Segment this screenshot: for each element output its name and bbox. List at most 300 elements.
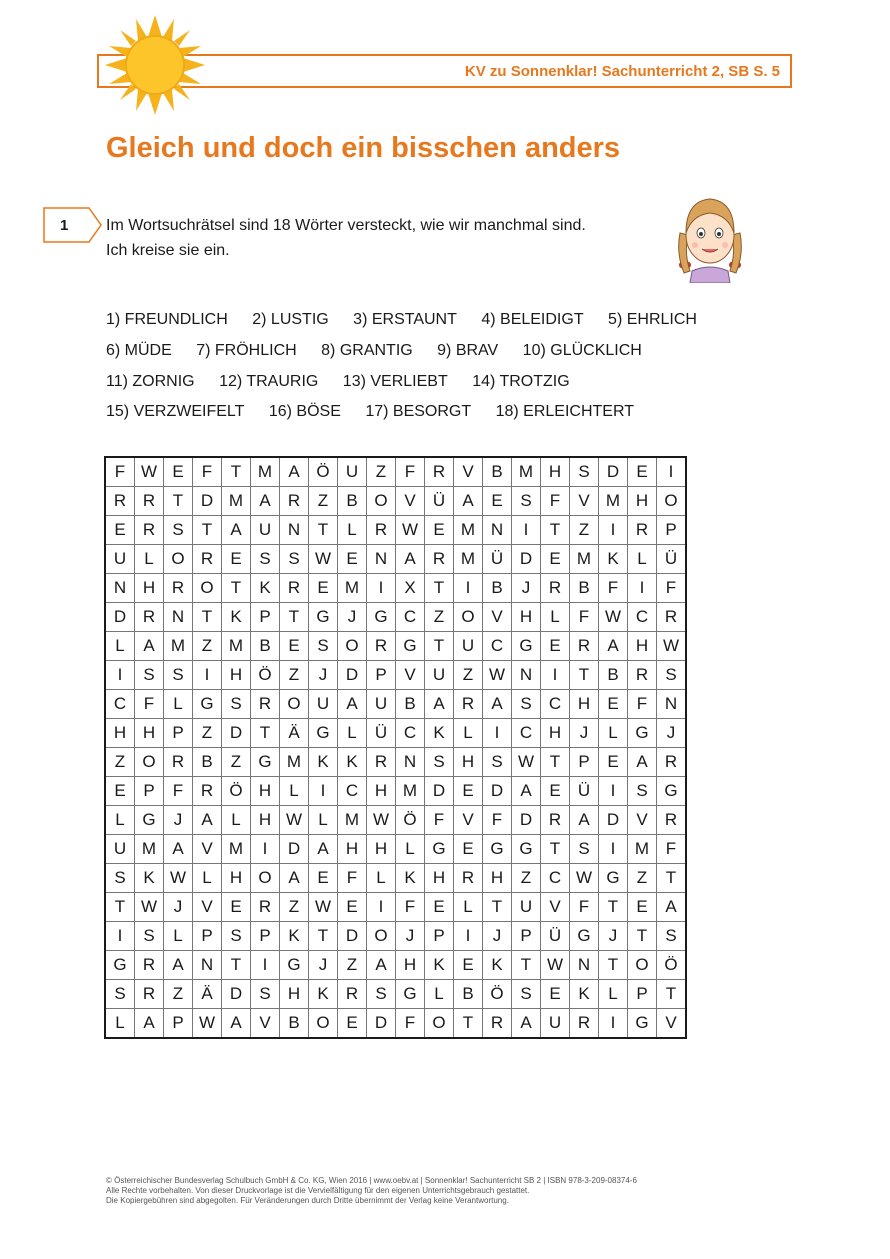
grid-cell[interactable]: E	[541, 632, 570, 661]
grid-cell[interactable]: G	[309, 603, 338, 632]
grid-cell[interactable]: S	[483, 748, 512, 777]
grid-cell[interactable]: K	[396, 864, 425, 893]
grid-cell[interactable]: R	[135, 980, 164, 1009]
grid-cell[interactable]: E	[164, 457, 193, 487]
grid-cell[interactable]: W	[193, 1009, 222, 1039]
grid-cell[interactable]: V	[454, 457, 483, 487]
grid-cell[interactable]: P	[164, 719, 193, 748]
grid-cell[interactable]: E	[628, 457, 657, 487]
grid-cell[interactable]: W	[541, 951, 570, 980]
grid-cell[interactable]: V	[193, 893, 222, 922]
grid-cell[interactable]: Ö	[309, 457, 338, 487]
grid-cell[interactable]: Ü	[657, 545, 687, 574]
grid-cell[interactable]: W	[483, 661, 512, 690]
grid-cell[interactable]: O	[367, 487, 396, 516]
grid-cell[interactable]: E	[309, 864, 338, 893]
grid-cell[interactable]: U	[338, 457, 367, 487]
grid-cell[interactable]: L	[164, 922, 193, 951]
grid-cell[interactable]: R	[541, 574, 570, 603]
grid-cell[interactable]: K	[135, 864, 164, 893]
grid-cell[interactable]: H	[425, 864, 454, 893]
grid-cell[interactable]: A	[135, 632, 164, 661]
grid-cell[interactable]: R	[454, 690, 483, 719]
grid-cell[interactable]: Z	[193, 719, 222, 748]
grid-cell[interactable]: Ü	[483, 545, 512, 574]
grid-cell[interactable]: L	[105, 632, 135, 661]
grid-cell[interactable]: X	[396, 574, 425, 603]
grid-cell[interactable]: Z	[105, 748, 135, 777]
grid-cell[interactable]: Ä	[280, 719, 309, 748]
grid-cell[interactable]: D	[222, 980, 251, 1009]
grid-cell[interactable]: R	[105, 487, 135, 516]
grid-cell[interactable]: K	[599, 545, 628, 574]
grid-cell[interactable]: F	[105, 457, 135, 487]
grid-cell[interactable]: E	[309, 574, 338, 603]
grid-cell[interactable]: Z	[570, 516, 599, 545]
grid-cell[interactable]: A	[367, 951, 396, 980]
grid-cell[interactable]: I	[105, 922, 135, 951]
grid-cell[interactable]: E	[222, 545, 251, 574]
grid-cell[interactable]: F	[164, 777, 193, 806]
grid-cell[interactable]: L	[599, 980, 628, 1009]
grid-cell[interactable]: V	[657, 1009, 687, 1039]
grid-cell[interactable]: M	[251, 457, 280, 487]
grid-cell[interactable]: U	[541, 1009, 570, 1039]
grid-cell[interactable]: L	[367, 864, 396, 893]
grid-cell[interactable]: E	[599, 748, 628, 777]
grid-cell[interactable]: A	[483, 690, 512, 719]
grid-cell[interactable]: T	[454, 1009, 483, 1039]
grid-cell[interactable]: M	[280, 748, 309, 777]
grid-cell[interactable]: A	[454, 487, 483, 516]
grid-cell[interactable]: S	[570, 457, 599, 487]
grid-cell[interactable]: I	[367, 574, 396, 603]
grid-cell[interactable]: S	[657, 661, 687, 690]
grid-cell[interactable]: H	[512, 603, 541, 632]
grid-cell[interactable]: Z	[454, 661, 483, 690]
grid-cell[interactable]: G	[599, 864, 628, 893]
grid-cell[interactable]: Z	[280, 893, 309, 922]
grid-cell[interactable]: K	[338, 748, 367, 777]
grid-cell[interactable]: Ö	[483, 980, 512, 1009]
grid-cell[interactable]: R	[570, 1009, 599, 1039]
grid-cell[interactable]: J	[164, 893, 193, 922]
grid-cell[interactable]: T	[425, 632, 454, 661]
grid-cell[interactable]: N	[396, 748, 425, 777]
grid-cell[interactable]: V	[628, 806, 657, 835]
grid-cell[interactable]: Z	[367, 457, 396, 487]
grid-cell[interactable]: A	[512, 777, 541, 806]
grid-cell[interactable]: R	[570, 632, 599, 661]
grid-cell[interactable]: L	[193, 864, 222, 893]
grid-cell[interactable]: H	[628, 487, 657, 516]
grid-cell[interactable]: N	[483, 516, 512, 545]
grid-cell[interactable]: T	[512, 951, 541, 980]
grid-cell[interactable]: Ö	[657, 951, 687, 980]
grid-cell[interactable]: B	[338, 487, 367, 516]
grid-cell[interactable]: D	[338, 661, 367, 690]
grid-cell[interactable]: L	[135, 545, 164, 574]
grid-cell[interactable]: R	[193, 777, 222, 806]
grid-cell[interactable]: S	[367, 980, 396, 1009]
grid-cell[interactable]: P	[570, 748, 599, 777]
grid-cell[interactable]: T	[425, 574, 454, 603]
grid-cell[interactable]: T	[541, 516, 570, 545]
grid-cell[interactable]: F	[338, 864, 367, 893]
grid-cell[interactable]: Z	[628, 864, 657, 893]
grid-cell[interactable]: E	[425, 893, 454, 922]
grid-cell[interactable]: T	[251, 719, 280, 748]
grid-cell[interactable]: K	[251, 574, 280, 603]
grid-cell[interactable]: R	[135, 603, 164, 632]
grid-cell[interactable]: A	[512, 1009, 541, 1039]
grid-cell[interactable]: D	[512, 545, 541, 574]
grid-cell[interactable]: O	[164, 545, 193, 574]
grid-cell[interactable]: G	[425, 835, 454, 864]
grid-cell[interactable]: L	[105, 806, 135, 835]
grid-cell[interactable]: B	[193, 748, 222, 777]
grid-cell[interactable]: R	[367, 632, 396, 661]
grid-cell[interactable]: B	[483, 457, 512, 487]
grid-cell[interactable]: L	[599, 719, 628, 748]
grid-cell[interactable]: E	[541, 980, 570, 1009]
grid-cell[interactable]: W	[367, 806, 396, 835]
grid-cell[interactable]: Z	[338, 951, 367, 980]
grid-cell[interactable]: J	[570, 719, 599, 748]
grid-cell[interactable]: I	[628, 574, 657, 603]
grid-cell[interactable]: V	[454, 806, 483, 835]
grid-cell[interactable]: G	[367, 603, 396, 632]
grid-cell[interactable]: O	[425, 1009, 454, 1039]
grid-cell[interactable]: C	[338, 777, 367, 806]
grid-cell[interactable]: R	[135, 487, 164, 516]
grid-cell[interactable]: I	[309, 777, 338, 806]
grid-cell[interactable]: O	[135, 748, 164, 777]
grid-cell[interactable]: G	[193, 690, 222, 719]
grid-cell[interactable]: P	[251, 603, 280, 632]
grid-cell[interactable]: E	[454, 951, 483, 980]
grid-cell[interactable]: R	[193, 545, 222, 574]
grid-cell[interactable]: H	[367, 777, 396, 806]
grid-cell[interactable]: F	[570, 603, 599, 632]
grid-cell[interactable]: R	[657, 603, 687, 632]
grid-cell[interactable]: C	[396, 719, 425, 748]
grid-cell[interactable]: I	[599, 516, 628, 545]
grid-cell[interactable]: J	[164, 806, 193, 835]
grid-cell[interactable]: O	[628, 951, 657, 980]
grid-cell[interactable]: F	[396, 1009, 425, 1039]
grid-cell[interactable]: L	[164, 690, 193, 719]
grid-cell[interactable]: L	[338, 719, 367, 748]
grid-cell[interactable]: S	[135, 661, 164, 690]
grid-cell[interactable]: G	[512, 632, 541, 661]
grid-cell[interactable]: W	[309, 545, 338, 574]
grid-cell[interactable]: K	[483, 951, 512, 980]
grid-cell[interactable]: H	[251, 777, 280, 806]
grid-cell[interactable]: I	[599, 835, 628, 864]
grid-cell[interactable]: M	[599, 487, 628, 516]
grid-cell[interactable]: D	[512, 806, 541, 835]
grid-cell[interactable]: H	[105, 719, 135, 748]
grid-cell[interactable]: A	[164, 835, 193, 864]
grid-cell[interactable]: P	[512, 922, 541, 951]
grid-cell[interactable]: L	[628, 545, 657, 574]
grid-cell[interactable]: L	[105, 1009, 135, 1039]
grid-cell[interactable]: S	[105, 980, 135, 1009]
grid-cell[interactable]: R	[280, 487, 309, 516]
grid-cell[interactable]: P	[251, 922, 280, 951]
grid-cell[interactable]: R	[628, 516, 657, 545]
grid-cell[interactable]: W	[570, 864, 599, 893]
grid-cell[interactable]: N	[570, 951, 599, 980]
grid-cell[interactable]: K	[280, 922, 309, 951]
grid-cell[interactable]: R	[135, 516, 164, 545]
grid-cell[interactable]: C	[541, 690, 570, 719]
grid-cell[interactable]: E	[338, 1009, 367, 1039]
grid-cell[interactable]: F	[570, 893, 599, 922]
grid-cell[interactable]: S	[309, 632, 338, 661]
grid-cell[interactable]: W	[135, 893, 164, 922]
grid-cell[interactable]: E	[454, 835, 483, 864]
grid-cell[interactable]: G	[628, 719, 657, 748]
grid-cell[interactable]: B	[454, 980, 483, 1009]
grid-cell[interactable]: E	[599, 690, 628, 719]
grid-cell[interactable]: F	[193, 457, 222, 487]
grid-cell[interactable]: J	[309, 951, 338, 980]
grid-cell[interactable]: D	[367, 1009, 396, 1039]
grid-cell[interactable]: U	[309, 690, 338, 719]
grid-cell[interactable]: L	[338, 516, 367, 545]
grid-cell[interactable]: N	[657, 690, 687, 719]
grid-cell[interactable]: N	[367, 545, 396, 574]
grid-cell[interactable]: N	[193, 951, 222, 980]
grid-cell[interactable]: I	[193, 661, 222, 690]
grid-cell[interactable]: W	[657, 632, 687, 661]
grid-cell[interactable]: L	[454, 893, 483, 922]
grid-cell[interactable]: S	[628, 777, 657, 806]
grid-cell[interactable]: T	[483, 893, 512, 922]
grid-cell[interactable]: H	[135, 719, 164, 748]
grid-cell[interactable]: R	[483, 1009, 512, 1039]
grid-cell[interactable]: I	[483, 719, 512, 748]
grid-cell[interactable]: Z	[164, 980, 193, 1009]
grid-cell[interactable]: H	[454, 748, 483, 777]
grid-cell[interactable]: T	[309, 516, 338, 545]
grid-cell[interactable]: O	[454, 603, 483, 632]
grid-cell[interactable]: U	[105, 545, 135, 574]
grid-cell[interactable]: E	[425, 516, 454, 545]
grid-cell[interactable]: F	[599, 574, 628, 603]
grid-cell[interactable]: F	[135, 690, 164, 719]
grid-cell[interactable]: Z	[425, 603, 454, 632]
grid-cell[interactable]: I	[251, 835, 280, 864]
grid-cell[interactable]: A	[280, 864, 309, 893]
grid-cell[interactable]: S	[222, 922, 251, 951]
grid-cell[interactable]: E	[105, 516, 135, 545]
grid-cell[interactable]: M	[135, 835, 164, 864]
grid-cell[interactable]: G	[105, 951, 135, 980]
grid-cell[interactable]: H	[541, 457, 570, 487]
grid-cell[interactable]: W	[599, 603, 628, 632]
grid-cell[interactable]: Ä	[193, 980, 222, 1009]
grid-cell[interactable]: P	[425, 922, 454, 951]
grid-cell[interactable]: D	[105, 603, 135, 632]
grid-cell[interactable]: R	[251, 893, 280, 922]
grid-cell[interactable]: G	[251, 748, 280, 777]
grid-cell[interactable]: T	[657, 980, 687, 1009]
grid-cell[interactable]: E	[222, 893, 251, 922]
grid-cell[interactable]: F	[396, 457, 425, 487]
grid-cell[interactable]: V	[396, 487, 425, 516]
grid-cell[interactable]: R	[280, 574, 309, 603]
grid-cell[interactable]: B	[396, 690, 425, 719]
grid-cell[interactable]: L	[309, 806, 338, 835]
grid-cell[interactable]: N	[105, 574, 135, 603]
grid-cell[interactable]: I	[541, 661, 570, 690]
grid-cell[interactable]: I	[251, 951, 280, 980]
grid-cell[interactable]: S	[135, 922, 164, 951]
grid-cell[interactable]: O	[338, 632, 367, 661]
grid-cell[interactable]: P	[193, 922, 222, 951]
grid-cell[interactable]: F	[628, 690, 657, 719]
grid-cell[interactable]: S	[251, 980, 280, 1009]
grid-cell[interactable]: B	[570, 574, 599, 603]
grid-cell[interactable]: M	[454, 545, 483, 574]
grid-cell[interactable]: U	[512, 893, 541, 922]
grid-cell[interactable]: R	[164, 748, 193, 777]
grid-cell[interactable]: H	[338, 835, 367, 864]
grid-cell[interactable]: S	[251, 545, 280, 574]
grid-cell[interactable]: E	[454, 777, 483, 806]
grid-cell[interactable]: R	[367, 748, 396, 777]
grid-cell[interactable]: I	[512, 516, 541, 545]
grid-cell[interactable]: T	[164, 487, 193, 516]
grid-cell[interactable]: A	[628, 748, 657, 777]
grid-cell[interactable]: F	[541, 487, 570, 516]
grid-cell[interactable]: Z	[222, 748, 251, 777]
grid-cell[interactable]: K	[309, 980, 338, 1009]
grid-cell[interactable]: N	[164, 603, 193, 632]
grid-cell[interactable]: C	[396, 603, 425, 632]
grid-cell[interactable]: R	[454, 864, 483, 893]
grid-cell[interactable]: R	[628, 661, 657, 690]
grid-cell[interactable]: U	[105, 835, 135, 864]
grid-cell[interactable]: A	[570, 806, 599, 835]
grid-cell[interactable]: O	[367, 922, 396, 951]
grid-cell[interactable]: V	[251, 1009, 280, 1039]
grid-cell[interactable]: T	[541, 748, 570, 777]
grid-cell[interactable]: H	[570, 690, 599, 719]
grid-cell[interactable]: A	[425, 690, 454, 719]
grid-cell[interactable]: T	[599, 951, 628, 980]
grid-cell[interactable]: S	[570, 835, 599, 864]
grid-cell[interactable]: N	[512, 661, 541, 690]
grid-cell[interactable]: J	[396, 922, 425, 951]
grid-cell[interactable]: C	[541, 864, 570, 893]
grid-cell[interactable]: H	[251, 806, 280, 835]
grid-cell[interactable]: A	[280, 457, 309, 487]
grid-cell[interactable]: E	[628, 893, 657, 922]
grid-cell[interactable]: G	[483, 835, 512, 864]
grid-cell[interactable]: K	[309, 748, 338, 777]
grid-cell[interactable]: C	[512, 719, 541, 748]
grid-cell[interactable]: A	[193, 806, 222, 835]
grid-cell[interactable]: K	[222, 603, 251, 632]
grid-cell[interactable]: E	[105, 777, 135, 806]
grid-cell[interactable]: I	[657, 457, 687, 487]
grid-cell[interactable]: T	[193, 603, 222, 632]
grid-cell[interactable]: W	[135, 457, 164, 487]
grid-cell[interactable]: J	[599, 922, 628, 951]
grid-cell[interactable]: T	[105, 893, 135, 922]
grid-cell[interactable]: L	[541, 603, 570, 632]
grid-cell[interactable]: Ü	[541, 922, 570, 951]
grid-cell[interactable]: H	[222, 864, 251, 893]
grid-cell[interactable]: Ö	[222, 777, 251, 806]
grid-cell[interactable]: O	[309, 1009, 338, 1039]
grid-cell[interactable]: O	[193, 574, 222, 603]
grid-cell[interactable]: M	[512, 457, 541, 487]
grid-cell[interactable]: S	[280, 545, 309, 574]
grid-cell[interactable]: T	[570, 661, 599, 690]
grid-cell[interactable]: T	[222, 457, 251, 487]
grid-cell[interactable]: I	[105, 661, 135, 690]
grid-cell[interactable]: T	[657, 864, 687, 893]
grid-cell[interactable]: S	[657, 922, 687, 951]
grid-cell[interactable]: R	[367, 516, 396, 545]
grid-cell[interactable]: U	[367, 690, 396, 719]
grid-cell[interactable]: T	[628, 922, 657, 951]
grid-cell[interactable]: J	[657, 719, 687, 748]
grid-cell[interactable]: R	[135, 951, 164, 980]
grid-cell[interactable]: N	[280, 516, 309, 545]
grid-cell[interactable]: P	[164, 1009, 193, 1039]
grid-cell[interactable]: Ö	[251, 661, 280, 690]
grid-cell[interactable]: P	[367, 661, 396, 690]
grid-cell[interactable]: B	[483, 574, 512, 603]
grid-cell[interactable]: G	[657, 777, 687, 806]
grid-cell[interactable]: H	[483, 864, 512, 893]
grid-cell[interactable]: D	[599, 457, 628, 487]
grid-cell[interactable]: V	[396, 661, 425, 690]
grid-cell[interactable]: H	[628, 632, 657, 661]
grid-cell[interactable]: A	[396, 545, 425, 574]
grid-cell[interactable]: T	[541, 835, 570, 864]
grid-cell[interactable]: J	[338, 603, 367, 632]
grid-cell[interactable]: S	[512, 980, 541, 1009]
grid-cell[interactable]: F	[657, 574, 687, 603]
grid-cell[interactable]: S	[164, 516, 193, 545]
grid-cell[interactable]: K	[425, 951, 454, 980]
grid-cell[interactable]: C	[105, 690, 135, 719]
grid-cell[interactable]: B	[280, 1009, 309, 1039]
grid-cell[interactable]: E	[280, 632, 309, 661]
grid-cell[interactable]: F	[396, 893, 425, 922]
grid-cell[interactable]: R	[164, 574, 193, 603]
grid-cell[interactable]: G	[280, 951, 309, 980]
grid-cell[interactable]: L	[396, 835, 425, 864]
grid-cell[interactable]: G	[628, 1009, 657, 1039]
grid-cell[interactable]: Ö	[396, 806, 425, 835]
grid-cell[interactable]: Z	[309, 487, 338, 516]
grid-cell[interactable]: G	[512, 835, 541, 864]
grid-cell[interactable]: I	[454, 922, 483, 951]
grid-cell[interactable]: T	[193, 516, 222, 545]
grid-cell[interactable]: H	[280, 980, 309, 1009]
grid-cell[interactable]: L	[222, 806, 251, 835]
grid-cell[interactable]: V	[541, 893, 570, 922]
grid-cell[interactable]: A	[309, 835, 338, 864]
